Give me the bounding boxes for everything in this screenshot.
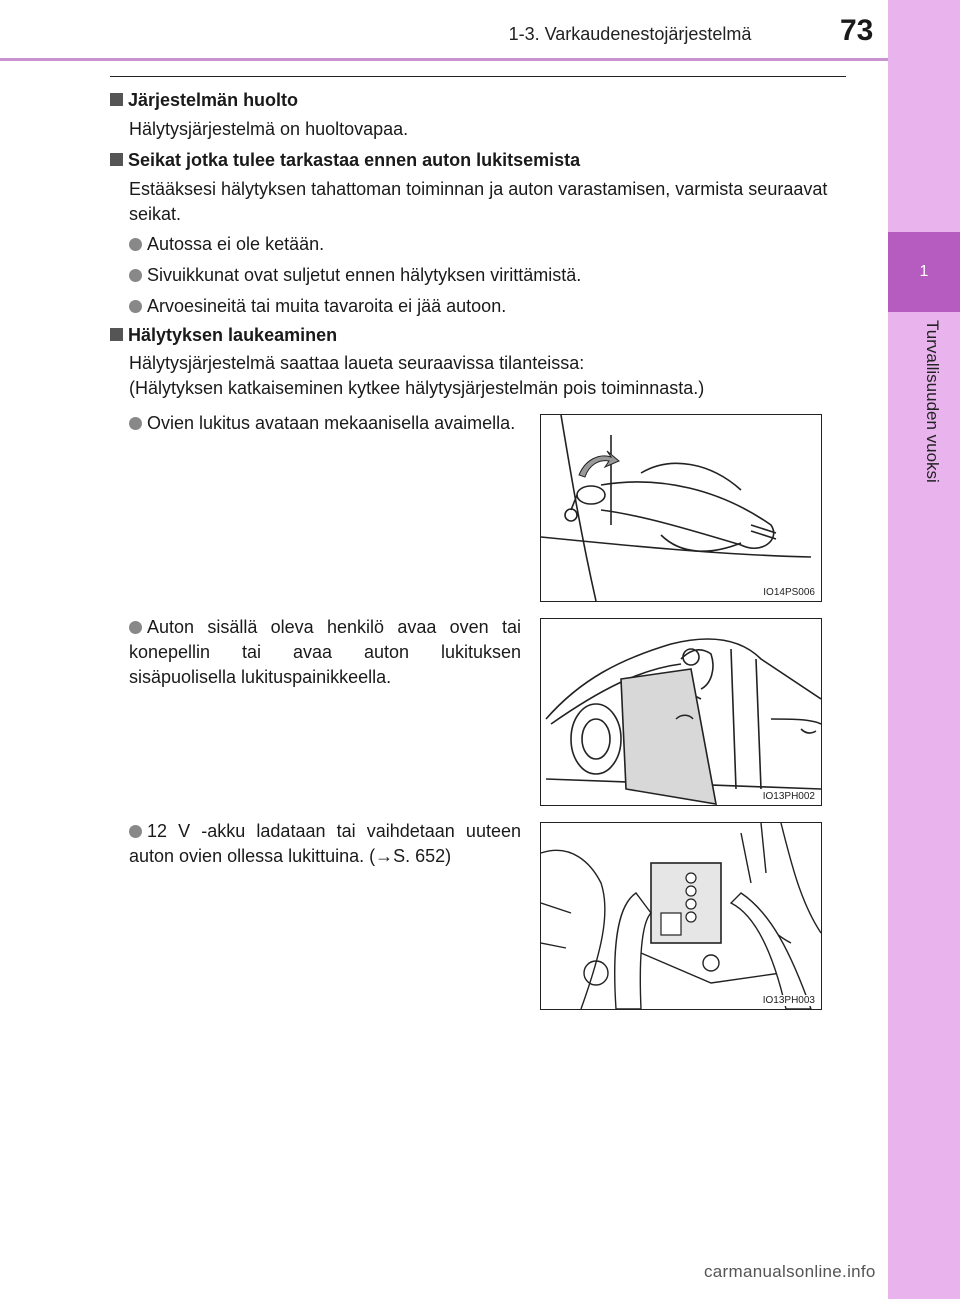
header-rule bbox=[0, 58, 888, 61]
list-item: Sivuikkunat ovat suljetut ennen hälytyksen virittämistä. bbox=[129, 263, 581, 288]
bullet-dot-icon bbox=[129, 238, 142, 251]
figure-key-door bbox=[540, 414, 822, 602]
section-text: Hälytysjärjestelmä on huoltovapaa. bbox=[129, 119, 409, 139]
content-rule bbox=[110, 76, 846, 77]
list-item: Arvoesineitä tai muita tavaroita ei jää autoon. bbox=[129, 294, 506, 319]
square-bullet-icon bbox=[110, 93, 123, 106]
chapter-title: Turvallisuuden vuoksi bbox=[923, 320, 942, 483]
figure-battery-replacement bbox=[540, 822, 822, 1010]
figure-code: IO14PS006 bbox=[763, 587, 815, 598]
section-text: Hälytysjärjestelmä saattaa laueta seuraavissa tilanteissa: bbox=[129, 353, 585, 373]
list-item: 12 V -akku ladataan tai vaihdetaan uuteen auton ovien ollessa lukittuina. (→S. 652) bbox=[129, 821, 521, 866]
figure-code: IO13PH003 bbox=[762, 995, 815, 1006]
figure-person-opening-door bbox=[540, 618, 822, 806]
section-heading: Hälytyksen laukeaminen bbox=[110, 325, 337, 346]
door-key-illustration bbox=[541, 415, 821, 601]
chapter-number: 1 bbox=[919, 263, 929, 280]
bullet-dot-icon bbox=[129, 825, 142, 838]
battery-illustration bbox=[541, 823, 821, 1009]
list-item: Autossa ei ole ketään. bbox=[129, 232, 324, 257]
bullet-dot-icon bbox=[129, 417, 142, 430]
section-text: (Hälytyksen katkaiseminen kytkee hälytysjärjestelmän pois toiminnasta.) bbox=[129, 378, 705, 398]
section-title: 1-3. Varkaudenestojärjestelmä bbox=[508, 24, 752, 44]
bullet-dot-icon bbox=[129, 300, 142, 313]
car-door-illustration bbox=[541, 619, 821, 805]
section-text: Estääksesi hälytyksen tahattoman toiminnan ja auton varastamisen, varmista seuraavat seikat. bbox=[129, 179, 828, 224]
bullet-dot-icon bbox=[129, 621, 142, 634]
section-heading: Järjestelmän huolto bbox=[110, 90, 298, 111]
square-bullet-icon bbox=[110, 153, 123, 166]
list-item: Auton sisällä oleva henkilö avaa oven tai konepellin tai avaa auton lukituksen sisäpuolisella lukituspainikkeella. bbox=[129, 617, 521, 687]
chapter-tab[interactable] bbox=[888, 232, 960, 312]
chapter-sidebar bbox=[888, 0, 960, 1299]
list-item: Ovien lukitus avataan mekaanisella avaimella. bbox=[129, 411, 521, 436]
bullet-dot-icon bbox=[129, 269, 142, 282]
section-heading: Seikat jotka tulee tarkastaa ennen auton lukitsemista bbox=[110, 150, 580, 171]
figure-code: IO13PH002 bbox=[762, 791, 815, 802]
square-bullet-icon bbox=[110, 328, 123, 341]
watermark: carmanualsonline.info bbox=[704, 1262, 876, 1281]
page-number: 73 bbox=[840, 14, 874, 47]
